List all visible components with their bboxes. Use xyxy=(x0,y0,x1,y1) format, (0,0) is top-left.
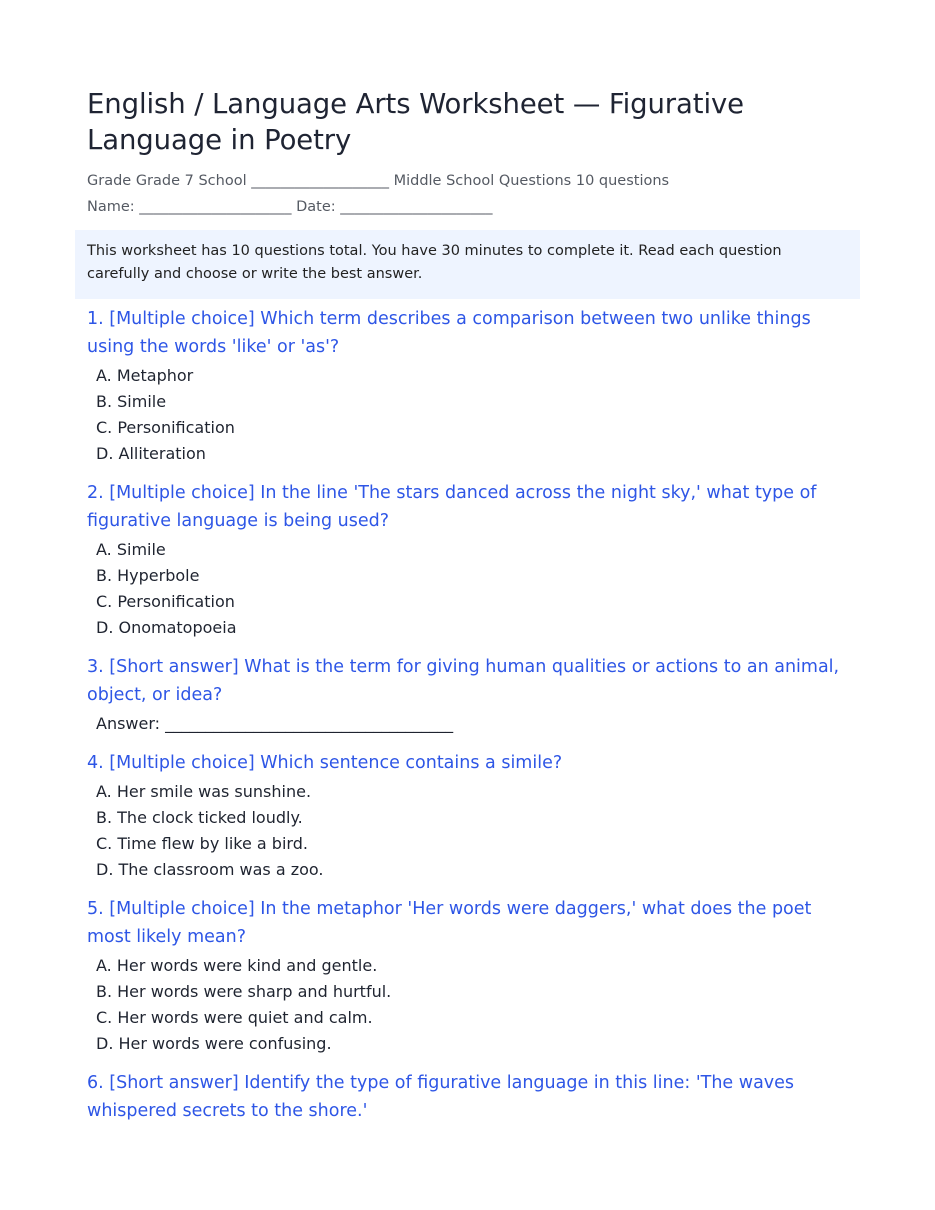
option-b[interactable]: B. Her words were sharp and hurtful. xyxy=(96,982,392,1001)
answer-blank[interactable]: Answer: ____________________________________ xyxy=(96,714,454,733)
question-2 xyxy=(87,479,848,641)
question-6 xyxy=(87,1069,848,1125)
option-b[interactable]: B. The clock ticked loudly. xyxy=(96,808,303,827)
question-1 xyxy=(87,305,848,467)
option-c[interactable]: C. Personification xyxy=(96,592,235,611)
option-c[interactable]: C. Her words were quiet and calm. xyxy=(96,1008,373,1027)
answer-options xyxy=(87,953,848,1057)
question-5 xyxy=(87,895,848,1057)
option-d[interactable]: D. Her words were confusing. xyxy=(96,1034,332,1053)
question-list xyxy=(75,305,860,1125)
question-text: 5. [Multiple choice] In the metaphor 'Her words were daggers,' what does the poet most likely mean? xyxy=(87,899,812,947)
option-a[interactable]: A. Her words were kind and gentle. xyxy=(96,956,378,975)
question-4 xyxy=(87,749,848,883)
option-c[interactable]: C. Personification xyxy=(96,418,235,437)
answer-options xyxy=(87,779,848,883)
meta-name-date-line: Name: _____________________ Date: _____________________ xyxy=(87,199,493,215)
option-b[interactable]: B. Simile xyxy=(96,392,167,411)
option-a[interactable]: A. Metaphor xyxy=(96,366,194,385)
answer-options xyxy=(87,537,848,641)
option-d[interactable]: D. Onomatopoeia xyxy=(96,618,237,637)
option-c[interactable]: C. Time flew by like a bird. xyxy=(96,834,308,853)
answer-options xyxy=(87,363,848,467)
meta-grade-school-line: Grade Grade 7 School ___________________ Middle School Questions 10 questions xyxy=(87,173,670,189)
page-title: English / Language Arts Worksheet — Figurative Language in Poetry xyxy=(87,88,744,156)
question-3 xyxy=(87,653,848,737)
option-d[interactable]: D. The classroom was a zoo. xyxy=(96,860,324,879)
option-a[interactable]: A. Her smile was sunshine. xyxy=(96,782,312,801)
option-d[interactable]: D. Alliteration xyxy=(96,444,206,463)
question-text: 2. [Multiple choice] In the line 'The stars danced across the night sky,' what type of figurative language is being used? xyxy=(87,483,817,531)
option-b[interactable]: B. Hyperbole xyxy=(96,566,200,585)
question-text: 3. [Short answer] What is the term for giving human qualities or actions to an animal, object, or idea? xyxy=(87,657,840,705)
worksheet-meta xyxy=(75,168,860,220)
question-text: 6. [Short answer] Identify the type of figurative language in this line: 'The waves whispered secrets to the shore.' xyxy=(87,1073,795,1121)
question-text: 4. [Multiple choice] Which sentence contains a simile? xyxy=(87,753,563,773)
instructions-box: This worksheet has 10 questions total. You have 30 minutes to complete it. Read each question carefully and choose or write the best answer. xyxy=(75,230,860,299)
option-a[interactable]: A. Simile xyxy=(96,540,166,559)
question-text: 1. [Multiple choice] Which term describes a comparison between two unlike things using the words 'like' or 'as'? xyxy=(87,309,811,357)
